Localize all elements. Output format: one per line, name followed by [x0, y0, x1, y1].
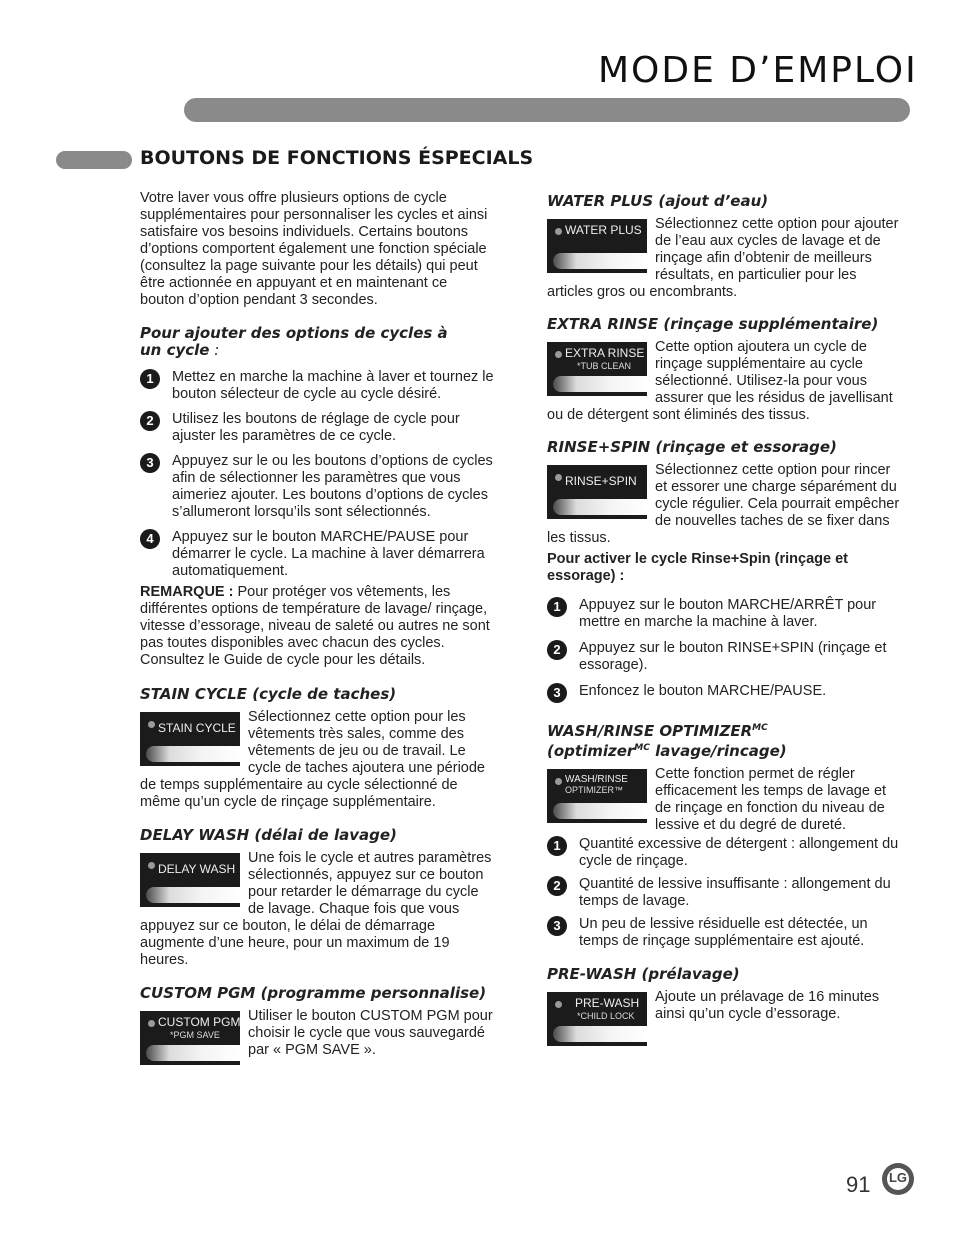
add-step-4: [140, 529, 494, 580]
step-text: Appuyez sur le bouton MARCHE/PAUSE pour démarrer le cycle. La machine à laver démarrera automatiquement.: [172, 529, 485, 579]
optimizer-step-2: [547, 876, 901, 910]
optimizer-block: [547, 766, 901, 834]
note-label: REMARQUE :: [140, 584, 234, 600]
custom-pgm-button-image: [140, 1011, 240, 1065]
indicator-light-icon: [148, 1020, 155, 1027]
step-number: 3: [140, 453, 160, 473]
step-number: 1: [140, 369, 160, 389]
custom-pgm-block: [140, 1008, 494, 1069]
custom-pgm-button-sub: *PGM SAVE: [170, 1030, 220, 1040]
page-number: 91: [846, 1172, 871, 1197]
delay-wash-button-image: [140, 853, 240, 907]
note-paragraph: [140, 584, 494, 669]
step-text: Appuyez sur le bouton MARCHE/ARRÊT pour mettre en marche la machine à laver.: [579, 597, 877, 630]
button-bar: [553, 1026, 647, 1042]
extra-rinse-button-sub: *TUB CLEAN: [577, 361, 632, 371]
rinse-spin-block: [547, 462, 901, 547]
water-plus-button-label: WATER PLUS: [565, 223, 642, 237]
optimizer-heading-sup: MC: [752, 723, 768, 733]
water-plus-block: [547, 216, 901, 301]
step-text: Appuyez sur le bouton RINSE+SPIN (rinçage et essorage).: [579, 640, 887, 673]
custom-pgm-text: Utiliser le bouton CUSTOM PGM pour choisir le cycle que vous sauvegardé par « PGM SAVE ».: [248, 1008, 493, 1058]
stain-cycle-block: [140, 709, 494, 811]
step-text: Mettez en marche la machine à laver et tournez le bouton sélecteur de cycle au cycle désiré.: [172, 369, 494, 402]
stain-cycle-text: Sélectionnez cette option pour les vêtements très sales, comme des vêtements de jeu ou de travail. Le cycle de taches ajoutera une période de temps supplémentaire au cycle sélectionné de même qu’un cycle de rinçage supplémentaire.: [140, 709, 485, 810]
button-bar: [553, 376, 647, 392]
step-text: Quantité excessive de détergent : allongement du cycle de rinçage.: [579, 836, 899, 869]
right-column: [547, 190, 901, 1050]
rinse-spin-button-image: [547, 465, 647, 519]
stain-cycle-button-label: STAIN CYCLE: [158, 721, 236, 735]
prewash-block: [547, 989, 901, 1050]
prewash-button-sub: *CHILD LOCK: [577, 1011, 635, 1021]
water-plus-text: Sélectionnez cette option pour ajouter de l’eau aux cycles de lavage et de rinçage afin d’obtenir de meilleurs résultats, en particulier pour les articles gros ou encombrants.: [547, 216, 899, 300]
rinse-spin-activate-label: Pour activer le cycle Rinse+Spin (rinçage et essorage) :: [547, 551, 849, 584]
custom-pgm-heading: CUSTOM PGM (programme personnalise): [140, 984, 487, 1002]
optimizer-heading-b-sup: MC: [634, 743, 650, 753]
optimizer-button-sub: OPTIMIZER™: [565, 785, 623, 795]
prewash-text: Ajoute un prélavage de 16 minutes ainsi qu’un cycle d’essorage.: [655, 989, 880, 1022]
extra-rinse-text: Cette option ajoutera un cycle de rinçage supplémentaire au cycle sélectionné. Utilisez-la pour vous assurer que les résidus de javellisant ou de détergent sont éliminés des tissus.: [547, 339, 893, 423]
indicator-light-icon: [555, 228, 562, 235]
section-pill: [56, 151, 132, 169]
stain-cycle-button-image: [140, 712, 240, 766]
lg-logo: [882, 1163, 914, 1195]
extra-rinse-button-image: [547, 342, 647, 396]
optimizer-button-label: WASH/RINSE: [565, 774, 628, 785]
optimizer-heading-c: lavage/rincage): [649, 742, 787, 760]
step-number: 1: [547, 597, 567, 617]
delay-wash-button-label: DELAY WASH: [158, 862, 236, 876]
add-step-1: [140, 369, 494, 403]
delay-wash-block: [140, 850, 494, 969]
header-bar: [184, 98, 910, 122]
delay-wash-heading: DELAY WASH (délai de lavage): [140, 826, 397, 844]
optimizer-text: Cette fonction permet de régler efficacement les temps de lavage et de rinçage en fonction du niveau de lessive et du degré de dureté.: [655, 766, 887, 833]
water-plus-button-image: [547, 219, 647, 273]
prewash-button-label: PRE-WASH: [575, 996, 640, 1010]
rinse-step-1: [547, 597, 901, 631]
add-options-heading: [140, 325, 460, 359]
step-number: 1: [547, 836, 567, 856]
water-plus-heading: WATER PLUS (ajout d’eau): [547, 192, 769, 210]
button-bar: [553, 499, 647, 515]
button-bar: [553, 253, 647, 269]
optimizer-heading: [547, 720, 901, 760]
optimizer-step-1: [547, 836, 901, 870]
step-number: 2: [547, 640, 567, 660]
indicator-light-icon: [148, 862, 155, 869]
custom-pgm-button-label: CUSTOM PGM: [158, 1015, 240, 1029]
add-options-heading-suffix: :: [209, 341, 220, 359]
add-step-3: [140, 453, 494, 521]
step-number: 3: [547, 916, 567, 936]
extra-rinse-heading: EXTRA RINSE (rinçage supplémentaire): [547, 315, 879, 333]
left-column: [140, 190, 494, 1069]
optimizer-step-3: [547, 916, 901, 950]
indicator-light-icon: [555, 1001, 562, 1008]
section-title: BOUTONS DE FONCTIONS ÉSPECIALS: [140, 147, 534, 169]
button-bar: [146, 746, 240, 762]
indicator-light-icon: [555, 351, 562, 358]
add-options-heading-text: Pour ajouter des options de cycles à un cycle: [140, 324, 448, 359]
step-number: 4: [140, 529, 160, 549]
prewash-heading: PRE-WASH (prélavage): [547, 965, 740, 983]
button-bar: [146, 887, 240, 903]
prewash-button-image: [547, 992, 647, 1046]
optimizer-button-image: [547, 769, 647, 823]
step-number: 3: [547, 683, 567, 703]
button-bar: [146, 1045, 240, 1061]
lg-logo-text: LG: [888, 1170, 908, 1185]
step-text: Appuyez sur le ou les boutons d’options de cycles afin de sélectionner les paramètres que vous aimeriez ajouter. Les boutons d’options de cycles s’allumeront lorsqu’ils sont sélectionnés.: [172, 453, 493, 520]
step-text: Quantité de lessive insuffisante : allongement du temps de lavage.: [579, 876, 891, 909]
button-bar: [553, 803, 647, 819]
extra-rinse-block: [547, 339, 901, 424]
extra-rinse-button-label: EXTRA RINSE: [565, 346, 645, 360]
optimizer-heading-a: WASH/RINSE OPTIMIZER: [547, 722, 753, 740]
step-text: Un peu de lessive résiduelle est détectée, un temps de rinçage supplémentaire est ajouté.: [579, 916, 868, 949]
indicator-light-icon: [555, 474, 562, 481]
step-number: 2: [547, 876, 567, 896]
rinse-spin-text: Sélectionnez cette option pour rincer et essorer une charge séparément du cycle régulier. Cela pourrait empêcher de nouvelles taches de se fixer dans les tissus.: [547, 462, 900, 546]
step-text: Enfoncez le bouton MARCHE/PAUSE.: [579, 683, 827, 699]
rinse-spin-button-label: RINSE+SPIN: [565, 474, 637, 488]
rinse-spin-heading: RINSE+SPIN (rinçage et essorage): [547, 438, 837, 456]
step-number: 2: [140, 411, 160, 431]
rinse-step-3: [547, 683, 901, 700]
optimizer-heading-b: (optimizer: [547, 742, 635, 760]
rinse-step-2: [547, 640, 901, 674]
note-text: Pour protéger vos vêtements, les différentes options de température de lavage/ rinçage, vitesse d’essorage, niveau de saleté ou autres ne sont pas toutes disponibles avec chacun des cycles. Consultez le Guide de cycle pour les détails.: [140, 584, 490, 668]
intro-text: Votre laver vous offre plusieurs options de cycle supplémentaires pour personnaliser les cycles et ainsi satisfaire vos besoins individuels. Certains boutons d’options comportent également une fonction spéciale (consultez la page suivante pour les détails) qui peut être actionnée en appuyant et en maintenant ce bouton d’option pendant 3 secondes.: [140, 190, 488, 308]
indicator-light-icon: [555, 778, 562, 785]
delay-wash-text: Une fois le cycle et autres paramètres sélectionnés, appuyez sur ce bouton pour retarder le démarrage du cycle de lavage. Chaque fois que vous appuyez sur ce bouton, le délai de démarrage augmente d’une heure, pour un maximum de 19 heures.: [140, 850, 492, 968]
page-header-title: MODE D’EMPLOI: [598, 50, 918, 91]
step-text: Utilisez les boutons de réglage de cycle pour ajuster les paramètres de ce cycle.: [172, 411, 460, 444]
indicator-light-icon: [148, 721, 155, 728]
add-step-2: [140, 411, 494, 445]
stain-cycle-heading: STAIN CYCLE (cycle de taches): [140, 685, 397, 703]
